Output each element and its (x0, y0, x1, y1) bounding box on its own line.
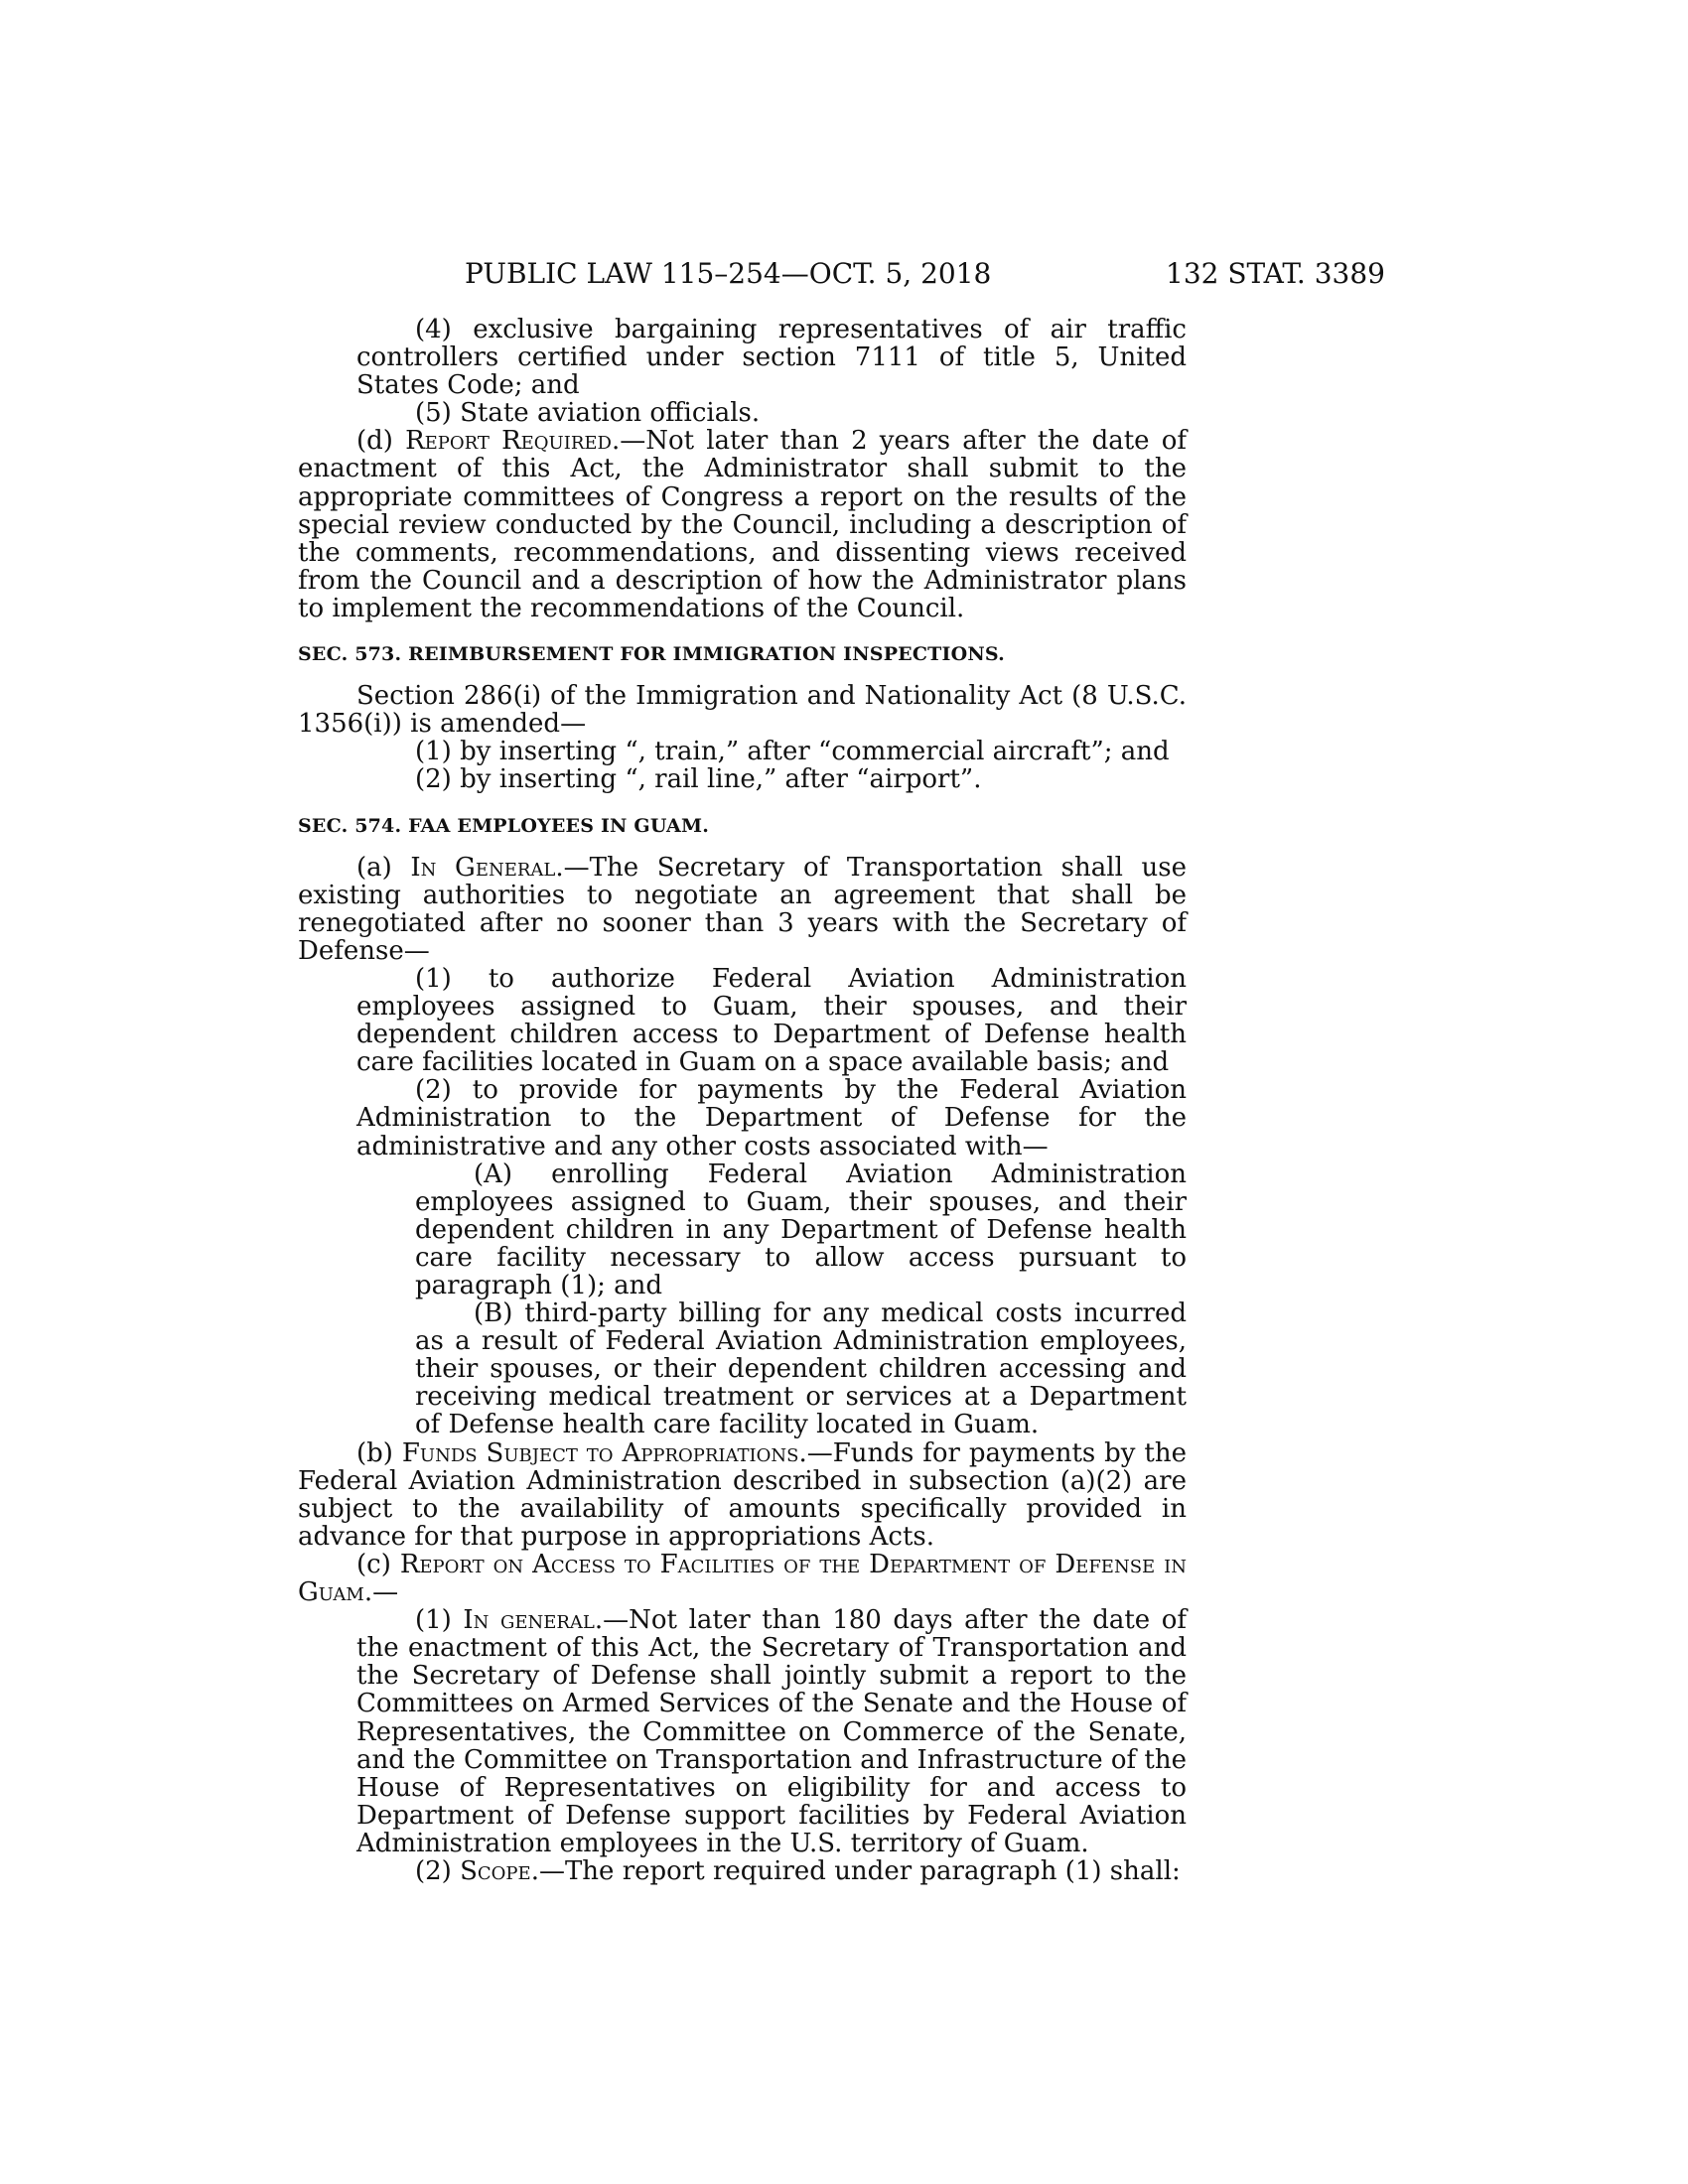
paragraph-c-1-label: (1) (415, 1605, 464, 1636)
section-573-heading: SEC. 573. REIMBURSEMENT FOR IMMIGRATION INSPECTIONS. (298, 643, 1005, 666)
running-head-title: PUBLIC LAW 115–254—OCT. 5, 2018 (465, 257, 992, 290)
subsection-c-heading: Report on Access to Facilities of the Department of Defense in Guam (298, 1549, 1187, 1608)
subsection-a (298, 854, 1187, 965)
paragraph-c-5: (5) State aviation officials. (415, 398, 761, 429)
subsection-c-body: .— (363, 1577, 399, 1608)
subsection-b-heading: Funds Subject to Appropriations (401, 1437, 799, 1468)
subparagraph-a-2-A: (A) enrolling Federal Aviation Administration employees assigned to Guam, their spouses, and their dependent children in any Department of Defense health care facility necessary to allow access pursuant to paragraph (1); and (415, 1159, 1187, 1300)
paragraph-c-1 (298, 1606, 1187, 1857)
subsection-d-body: .—Not later than 2 years after the date of enactment of this Act, the Administrator shall submit to the appropriate committees of Congress a report on the results of the special review conducted by the Council, including a description of the comments, recommendations, and dissenting views received from the Council and a description of how the Administrator plans to implement the recommendations of the Council. (298, 426, 1187, 623)
statute-page-number: 132 STAT. 3389 (1166, 257, 1385, 290)
subsection-a-heading: In General (410, 852, 556, 883)
subparagraph-a-2-B: (B) third-party billing for any medical costs incurred as a result of Federal Aviation Administration employees, their spouses, or their dependent children accessing and receiving medical treatment or services at a Department of Defense health care facility located in Guam. (415, 1298, 1187, 1440)
subsection-d (298, 427, 1187, 622)
running-head (298, 254, 1385, 294)
paragraph-a-1: (1) to authorize Federal Aviation Administration employees assigned to Guam, their spouses, and their dependent children access to Department of Defense health care facilities located in Guam on a space available basis; and (356, 963, 1187, 1078)
subsection-d-heading: Report Required (405, 426, 612, 457)
paragraph-c-2-label: (2) (415, 1855, 461, 1886)
subsection-a-body: .—The Secretary of Transportation shall use existing authorities to negotiate an agreement that shall be renegotiated after no sooner than 3 years with the Secretary of Defense— (298, 852, 1187, 966)
paragraph-c-1-heading: In general (463, 1605, 595, 1636)
section-573-intro: Section 286(i) of the Immigration and Nationality Act (8 U.S.C. 1356(i)) is amended— (298, 681, 1187, 740)
subsection-a-label: (a) (356, 852, 411, 883)
subsection-b-body: .—Funds for payments by the Federal Aviation Administration described in subsection (a)(2) are subject to the availability of amounts specifically provided in advance for that purpose in appropriations Acts. (298, 1437, 1187, 1552)
subsection-c-label: (c) (356, 1549, 400, 1579)
paragraph-c-2-heading: Scope (460, 1855, 531, 1886)
paragraph-c-1-body: .—Not later than 180 days after the date of the enactment of this Act, the Secretary of Transportation and the Secretary of Defense shall jointly submit a report to the Committees on Armed Services of the Senate and the House of Representatives, the Committee on Commerce of the Senate, and the Committee on Transportation and Infrastructure of the House of Representatives on eligibility for and access to Department of Defense support facilities by Federal Aviation Administration employees in the U.S. territory of Guam. (356, 1605, 1188, 1858)
paragraph-a-2: (2) to provide for payments by the Federal Aviation Administration to the Department of Defense for the administrative and any other costs associated with— (356, 1075, 1187, 1161)
section-573-item-1: (1) by inserting “, train,” after “commercial aircraft”; and (415, 737, 1170, 767)
paragraph-c-4: (4) exclusive bargaining representatives of air traffic controllers certified under section 7111 of title 5, United States Code; and (356, 315, 1187, 401)
paragraph-c-2 (298, 1857, 1187, 1885)
subsection-b (298, 1439, 1187, 1551)
subsection-b-label: (b) (356, 1437, 402, 1468)
subsection-c (298, 1551, 1187, 1606)
section-574-heading: SEC. 574. FAA EMPLOYEES IN GUAM. (298, 814, 710, 837)
paragraph-c-2-body: .—The report required under paragraph (1) shall: (530, 1855, 1181, 1886)
body-text (298, 316, 1187, 1885)
section-573-item-2: (2) by inserting “, rail line,” after “airport”. (415, 764, 982, 795)
subsection-d-label: (d) (356, 426, 406, 457)
